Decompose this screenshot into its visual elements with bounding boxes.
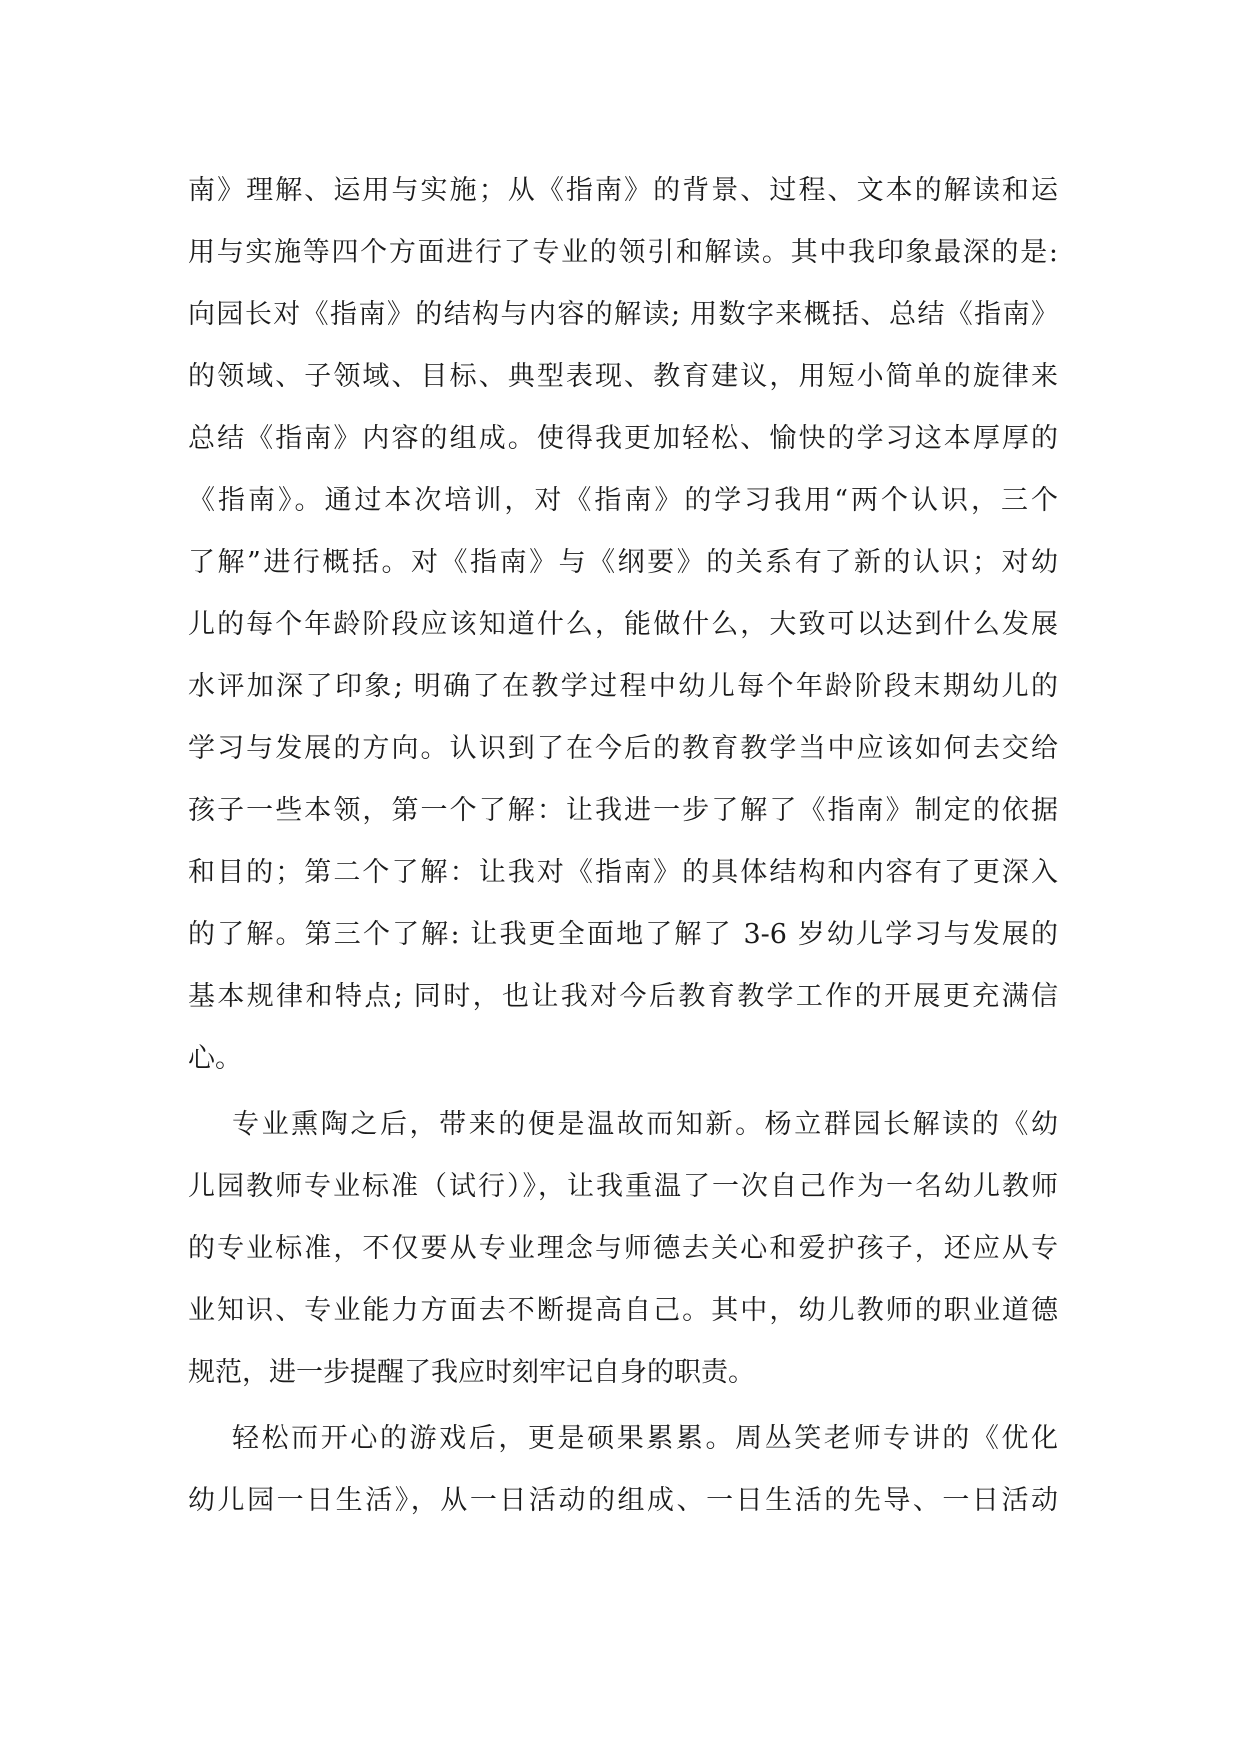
text-line: 专业熏陶之后，带来的便是温故而知新。杨立群园长解读的《幼 — [232, 1109, 1058, 1140]
text-line: 的了解。第三个了解: 让我更全面地了解了 3-6 岁幼儿学习与发展的 — [188, 919, 1058, 950]
text-line: 和目的；第二个了解：让我对《指南》的具体结构和内容有了更深入 — [188, 857, 1058, 888]
text-line: 南》理解、运用与实施；从《指南》的背景、过程、文本的解读和运 — [188, 175, 1058, 206]
text-line: 的领域、子领域、目标、典型表现、教育建议，用短小简单的旋律来 — [188, 361, 1058, 392]
document-body — [188, 160, 1058, 1532]
text-line: 业知识、专业能力方面去不断提高自己。其中，幼儿教师的职业道德 — [188, 1295, 1058, 1326]
text-line: 向园长对《指南》的结构与内容的解读; 用数字来概括、总结《指南》 — [188, 299, 1058, 330]
paragraph-3 — [188, 1408, 1058, 1532]
text-line: 轻松而开心的游戏后，更是硕果累累。周丛笑老师专讲的《优化 — [232, 1423, 1058, 1454]
text-line: 规范，进一步提醒了我应时刻牢记自身的职责。 — [188, 1357, 755, 1388]
text-line: 儿的每个年龄阶段应该知道什么，能做什么，大致可以达到什么发展 — [188, 609, 1058, 640]
text-line: 幼儿园一日生活》，从一日活动的组成、一日生活的先导、一日活动 — [188, 1485, 1058, 1516]
text-line: 用与实施等四个方面进行了专业的领引和解读。其中我印象最深的是: — [188, 237, 1058, 268]
text-line: 心。 — [188, 1043, 242, 1074]
text-line: 儿园教师专业标准（试行）》，让我重温了一次自己作为一名幼儿教师 — [188, 1171, 1058, 1202]
paragraph-2 — [188, 1094, 1058, 1404]
text-line: 水评加深了印象; 明确了在教学过程中幼儿每个年龄阶段末期幼儿的 — [188, 671, 1058, 702]
text-line: 基本规律和特点; 同时，也让我对今后教育教学工作的开展更充满信 — [188, 981, 1058, 1012]
text-line: 总结《指南》内容的组成。使得我更加轻松、愉快的学习这本厚厚的 — [188, 423, 1058, 454]
text-line: 的专业标准，不仅要从专业理念与师德去关心和爱护孩子，还应从专 — [188, 1233, 1058, 1264]
text-line: 学习与发展的方向。认识到了在今后的教育教学当中应该如何去交给 — [188, 733, 1058, 764]
text-line: 孩子一些本领，第一个了解：让我进一步了解了《指南》制定的依据 — [188, 795, 1058, 826]
text-line: 了解”进行概括。对《指南》与《纲要》的关系有了新的认识；对幼 — [188, 547, 1058, 578]
paragraph-1 — [188, 160, 1058, 1090]
text-line: 《指南》。通过本次培训，对《指南》的学习我用“两个认识，三个 — [188, 485, 1058, 516]
